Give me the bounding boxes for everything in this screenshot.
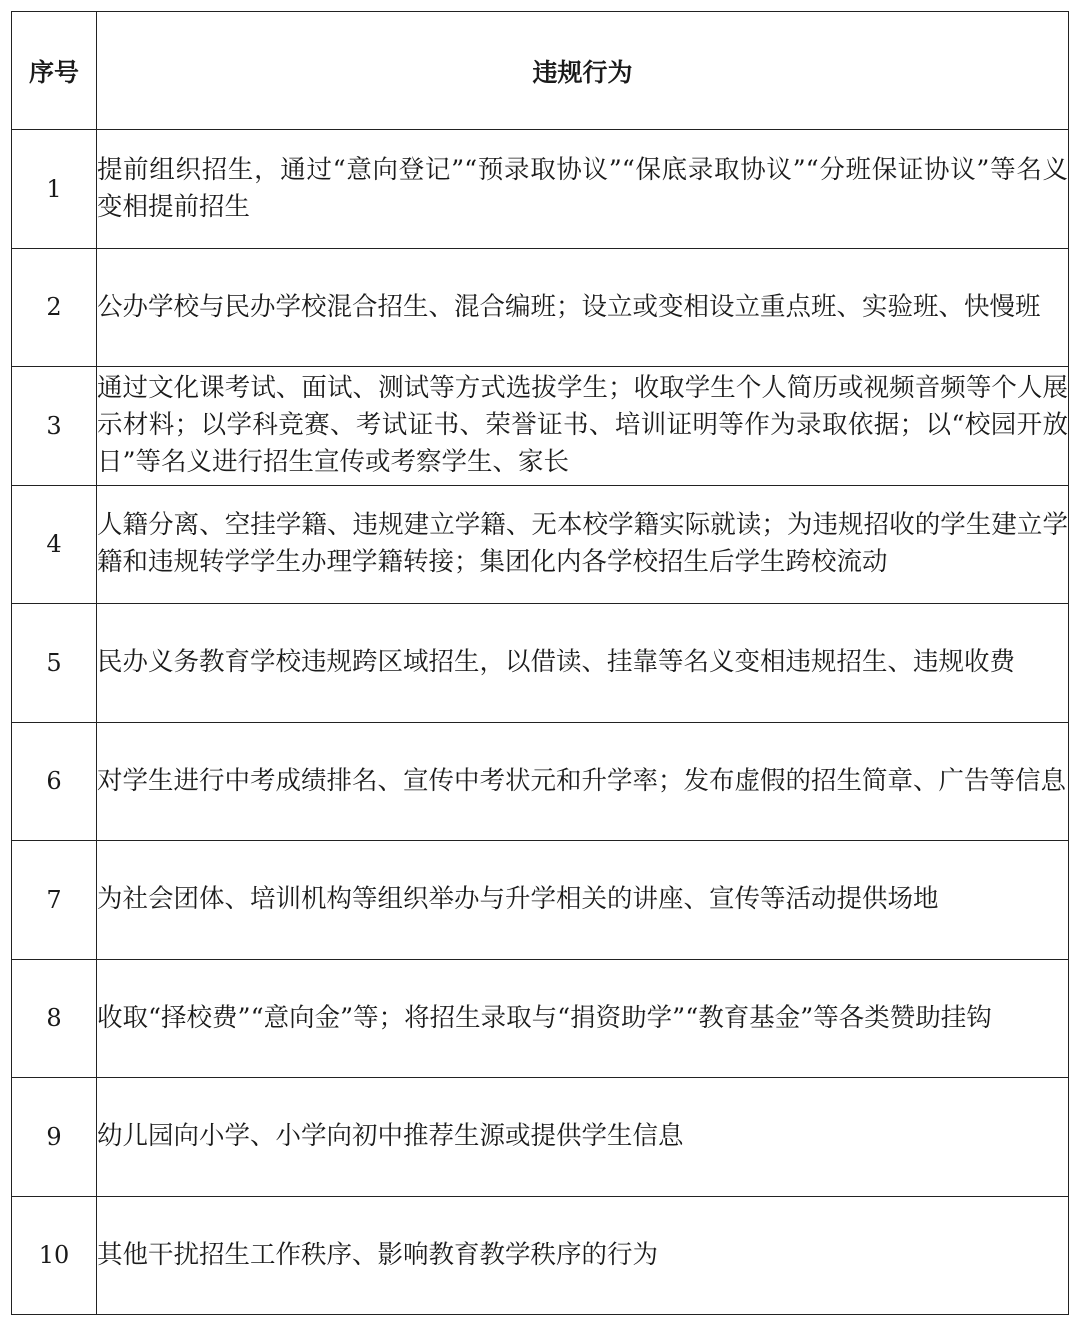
row-number: 9 (12, 1078, 97, 1197)
table-row (12, 841, 1069, 960)
row-violation-text: 公办学校与民办学校混合招生、混合编班；设立或变相设立重点班、实验班、快慢班 (97, 248, 1069, 367)
violations-table (11, 11, 1069, 1315)
table-row (12, 1078, 1069, 1197)
table-row (12, 130, 1069, 249)
row-violation-text: 为社会团体、培训机构等组织举办与升学相关的讲座、宣传等活动提供场地 (97, 841, 1069, 960)
table-row (12, 367, 1069, 486)
row-number: 6 (12, 722, 97, 841)
table-row (12, 722, 1069, 841)
row-number: 8 (12, 959, 97, 1078)
row-number: 7 (12, 841, 97, 960)
row-number: 3 (12, 367, 97, 486)
header-serial-number: 序号 (12, 12, 97, 130)
row-violation-text: 收取“择校费”“意向金”等；将招生录取与“捐资助学”“教育基金”等各类赞助挂钩 (97, 959, 1069, 1078)
table-row (12, 604, 1069, 723)
row-number: 5 (12, 604, 97, 723)
row-number: 10 (12, 1196, 97, 1315)
row-violation-text: 提前组织招生，通过“意向登记”“预录取协议”“保底录取协议”“分班保证协议”等名义变相提前招生 (97, 130, 1069, 249)
row-violation-text: 幼儿园向小学、小学向初中推荐生源或提供学生信息 (97, 1078, 1069, 1197)
table-header-row (12, 12, 1069, 130)
table-row (12, 248, 1069, 367)
table-row (12, 485, 1069, 604)
table-row (12, 959, 1069, 1078)
header-violation: 违规行为 (97, 12, 1069, 130)
row-violation-text: 对学生进行中考成绩排名、宣传中考状元和升学率；发布虚假的招生简章、广告等信息 (97, 722, 1069, 841)
row-violation-text: 其他干扰招生工作秩序、影响教育教学秩序的行为 (97, 1196, 1069, 1315)
row-violation-text: 人籍分离、空挂学籍、违规建立学籍、无本校学籍实际就读；为违规招收的学生建立学籍和违规转学学生办理学籍转接；集团化内各学校招生后学生跨校流动 (97, 485, 1069, 604)
table-row (12, 1196, 1069, 1315)
violations-table-container (11, 11, 1068, 1314)
row-number: 4 (12, 485, 97, 604)
row-violation-text: 民办义务教育学校违规跨区域招生，以借读、挂靠等名义变相违规招生、违规收费 (97, 604, 1069, 723)
row-violation-text: 通过文化课考试、面试、测试等方式选拔学生；收取学生个人简历或视频音频等个人展示材料；以学科竞赛、考试证书、荣誉证书、培训证明等作为录取依据；以“校园开放日”等名义进行招生宣传或考察学生、家长 (97, 367, 1069, 486)
row-number: 2 (12, 248, 97, 367)
row-number: 1 (12, 130, 97, 249)
